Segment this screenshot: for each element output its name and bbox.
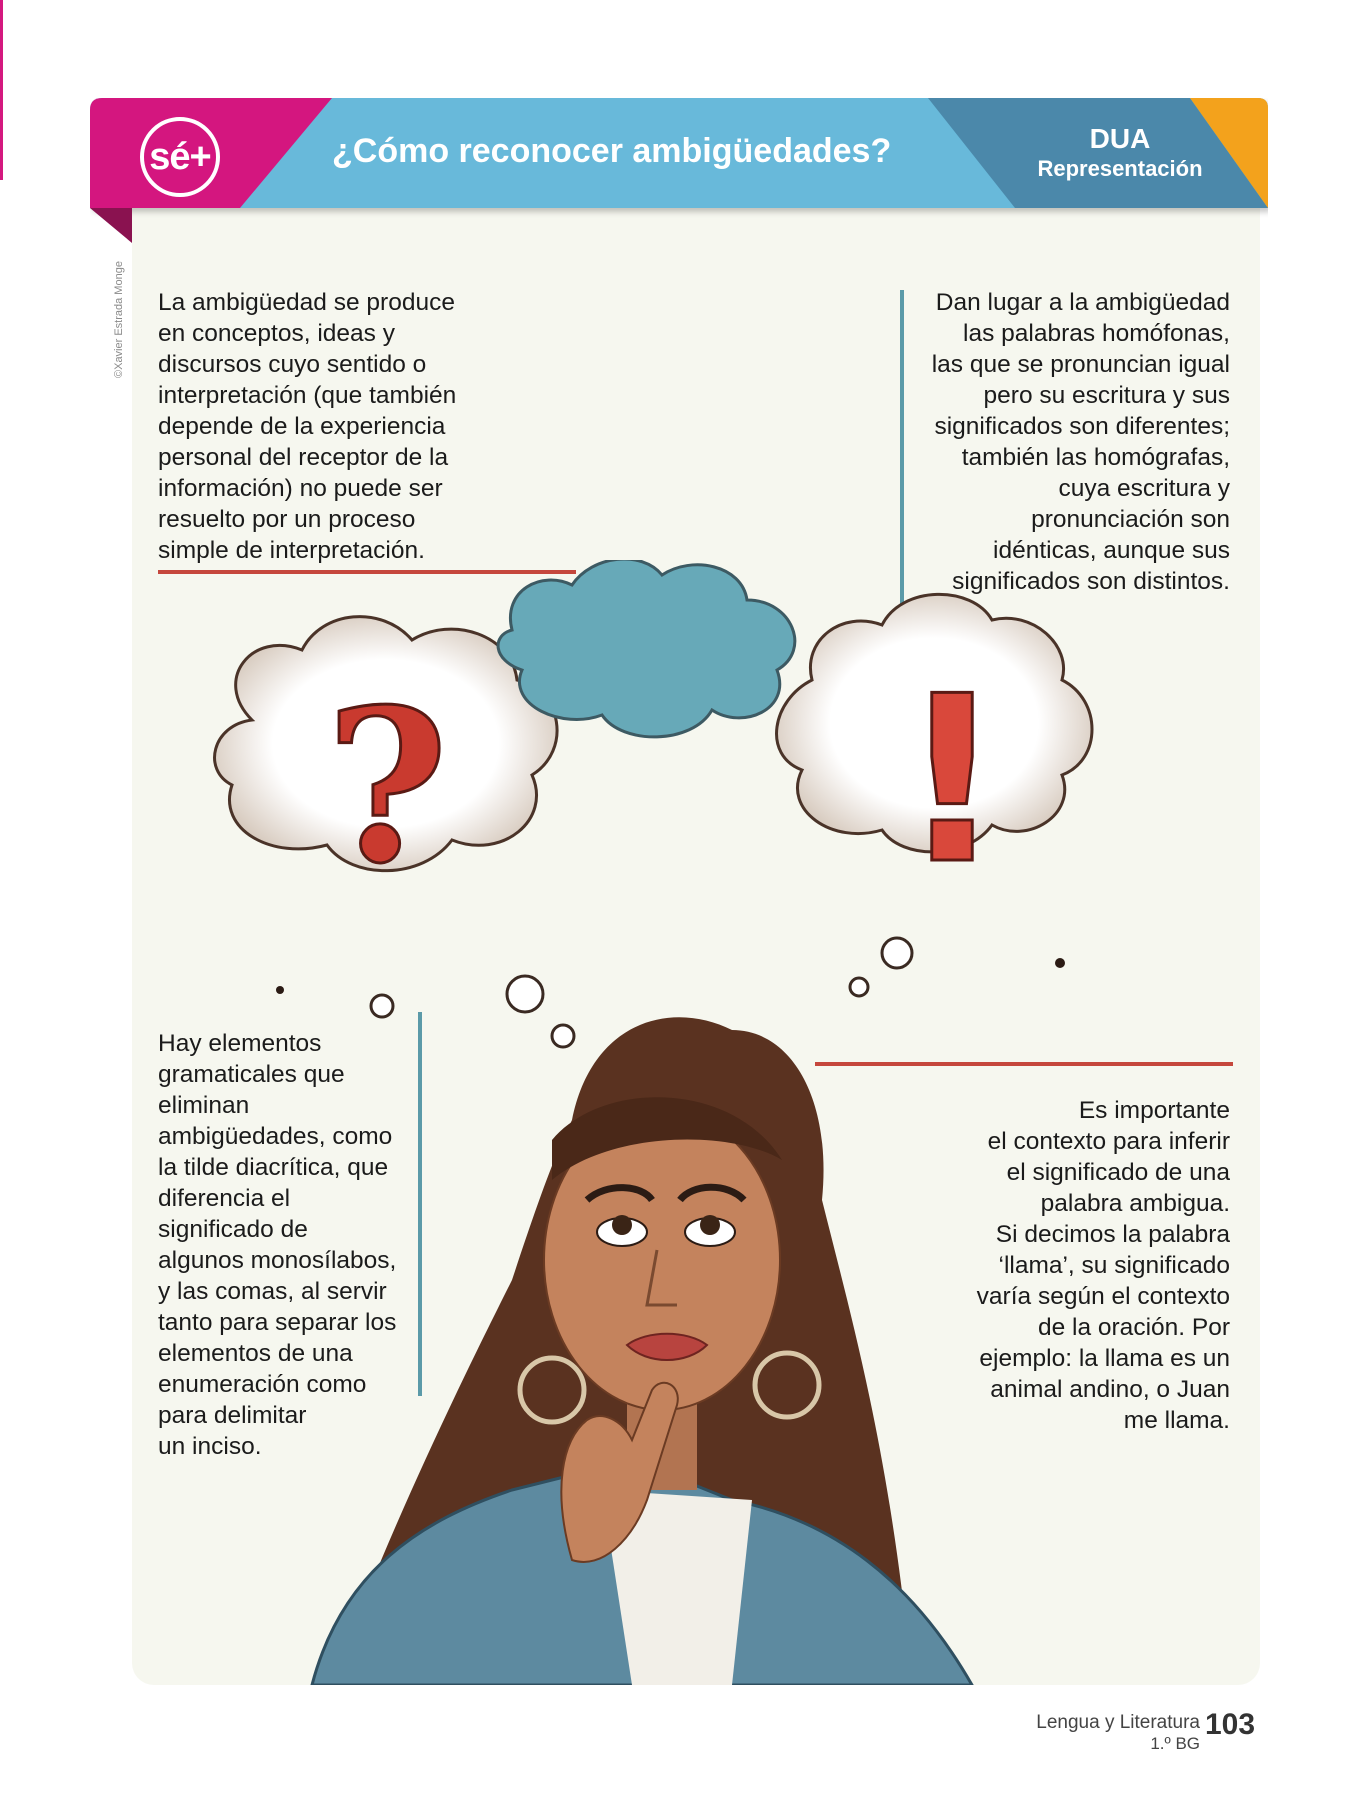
footer-subject: Lengua y Literatura	[1036, 1712, 1200, 1733]
paragraph-context: Es importante el contexto para inferir el significado de una palabra ambigua. Si decimos la palabra ‘llama’, su significado varía según el contexto de la oración. Por ejemplo: la llama es un animal andino, o Juan me llama.	[976, 1097, 1230, 1434]
paragraph-grammatical-elements: Hay elementos gramaticales que eliminan ambigüedades, como la tilde diacrítica, que diferencia el significado de algunos monosílabos, y las comas, al servir tanto para separar los elementos de una enumeración como para delimitar un inciso.	[158, 1030, 397, 1460]
page-edge-mark	[0, 0, 3, 180]
blue-thought-cloud	[498, 560, 795, 737]
footer-grade: 1.º BG	[1150, 1734, 1200, 1753]
brand-logo: sé+	[140, 117, 220, 197]
dua-sublabel: Representación	[1037, 156, 1203, 181]
question-mark-icon: ?	[325, 663, 449, 910]
paragraph-ambiguity-definition: La ambigüedad se produce en conceptos, ideas y discursos cuyo sentido o interpretación (que también depende de la experiencia personal del receptor de la información) no puede ser resuelto por un proceso simple de interpretación.	[158, 289, 457, 564]
divider-red-2	[815, 1062, 1233, 1066]
dua-label: DUA	[1089, 123, 1151, 154]
page-number: 103	[1205, 1708, 1256, 1741]
woman-figure	[312, 1017, 972, 1685]
right-thought-cloud	[777, 594, 1092, 915]
divider-teal-2	[418, 1012, 422, 1396]
image-credit: ©Xavier Estrada Monge	[113, 261, 125, 378]
exclamation-mark-icon: !	[899, 648, 1005, 915]
page-title: ¿Cómo reconocer ambigüedades?	[332, 132, 892, 170]
paragraph-homophones: Dan lugar a la ambigüedad las palabras homófonas, las que se pronuncian igual pero su escritura y sus significados son diferentes; también las homógrafas, cuya escritura y pronunciación son idénticas, aunque sus significados son distintos.	[931, 289, 1230, 595]
